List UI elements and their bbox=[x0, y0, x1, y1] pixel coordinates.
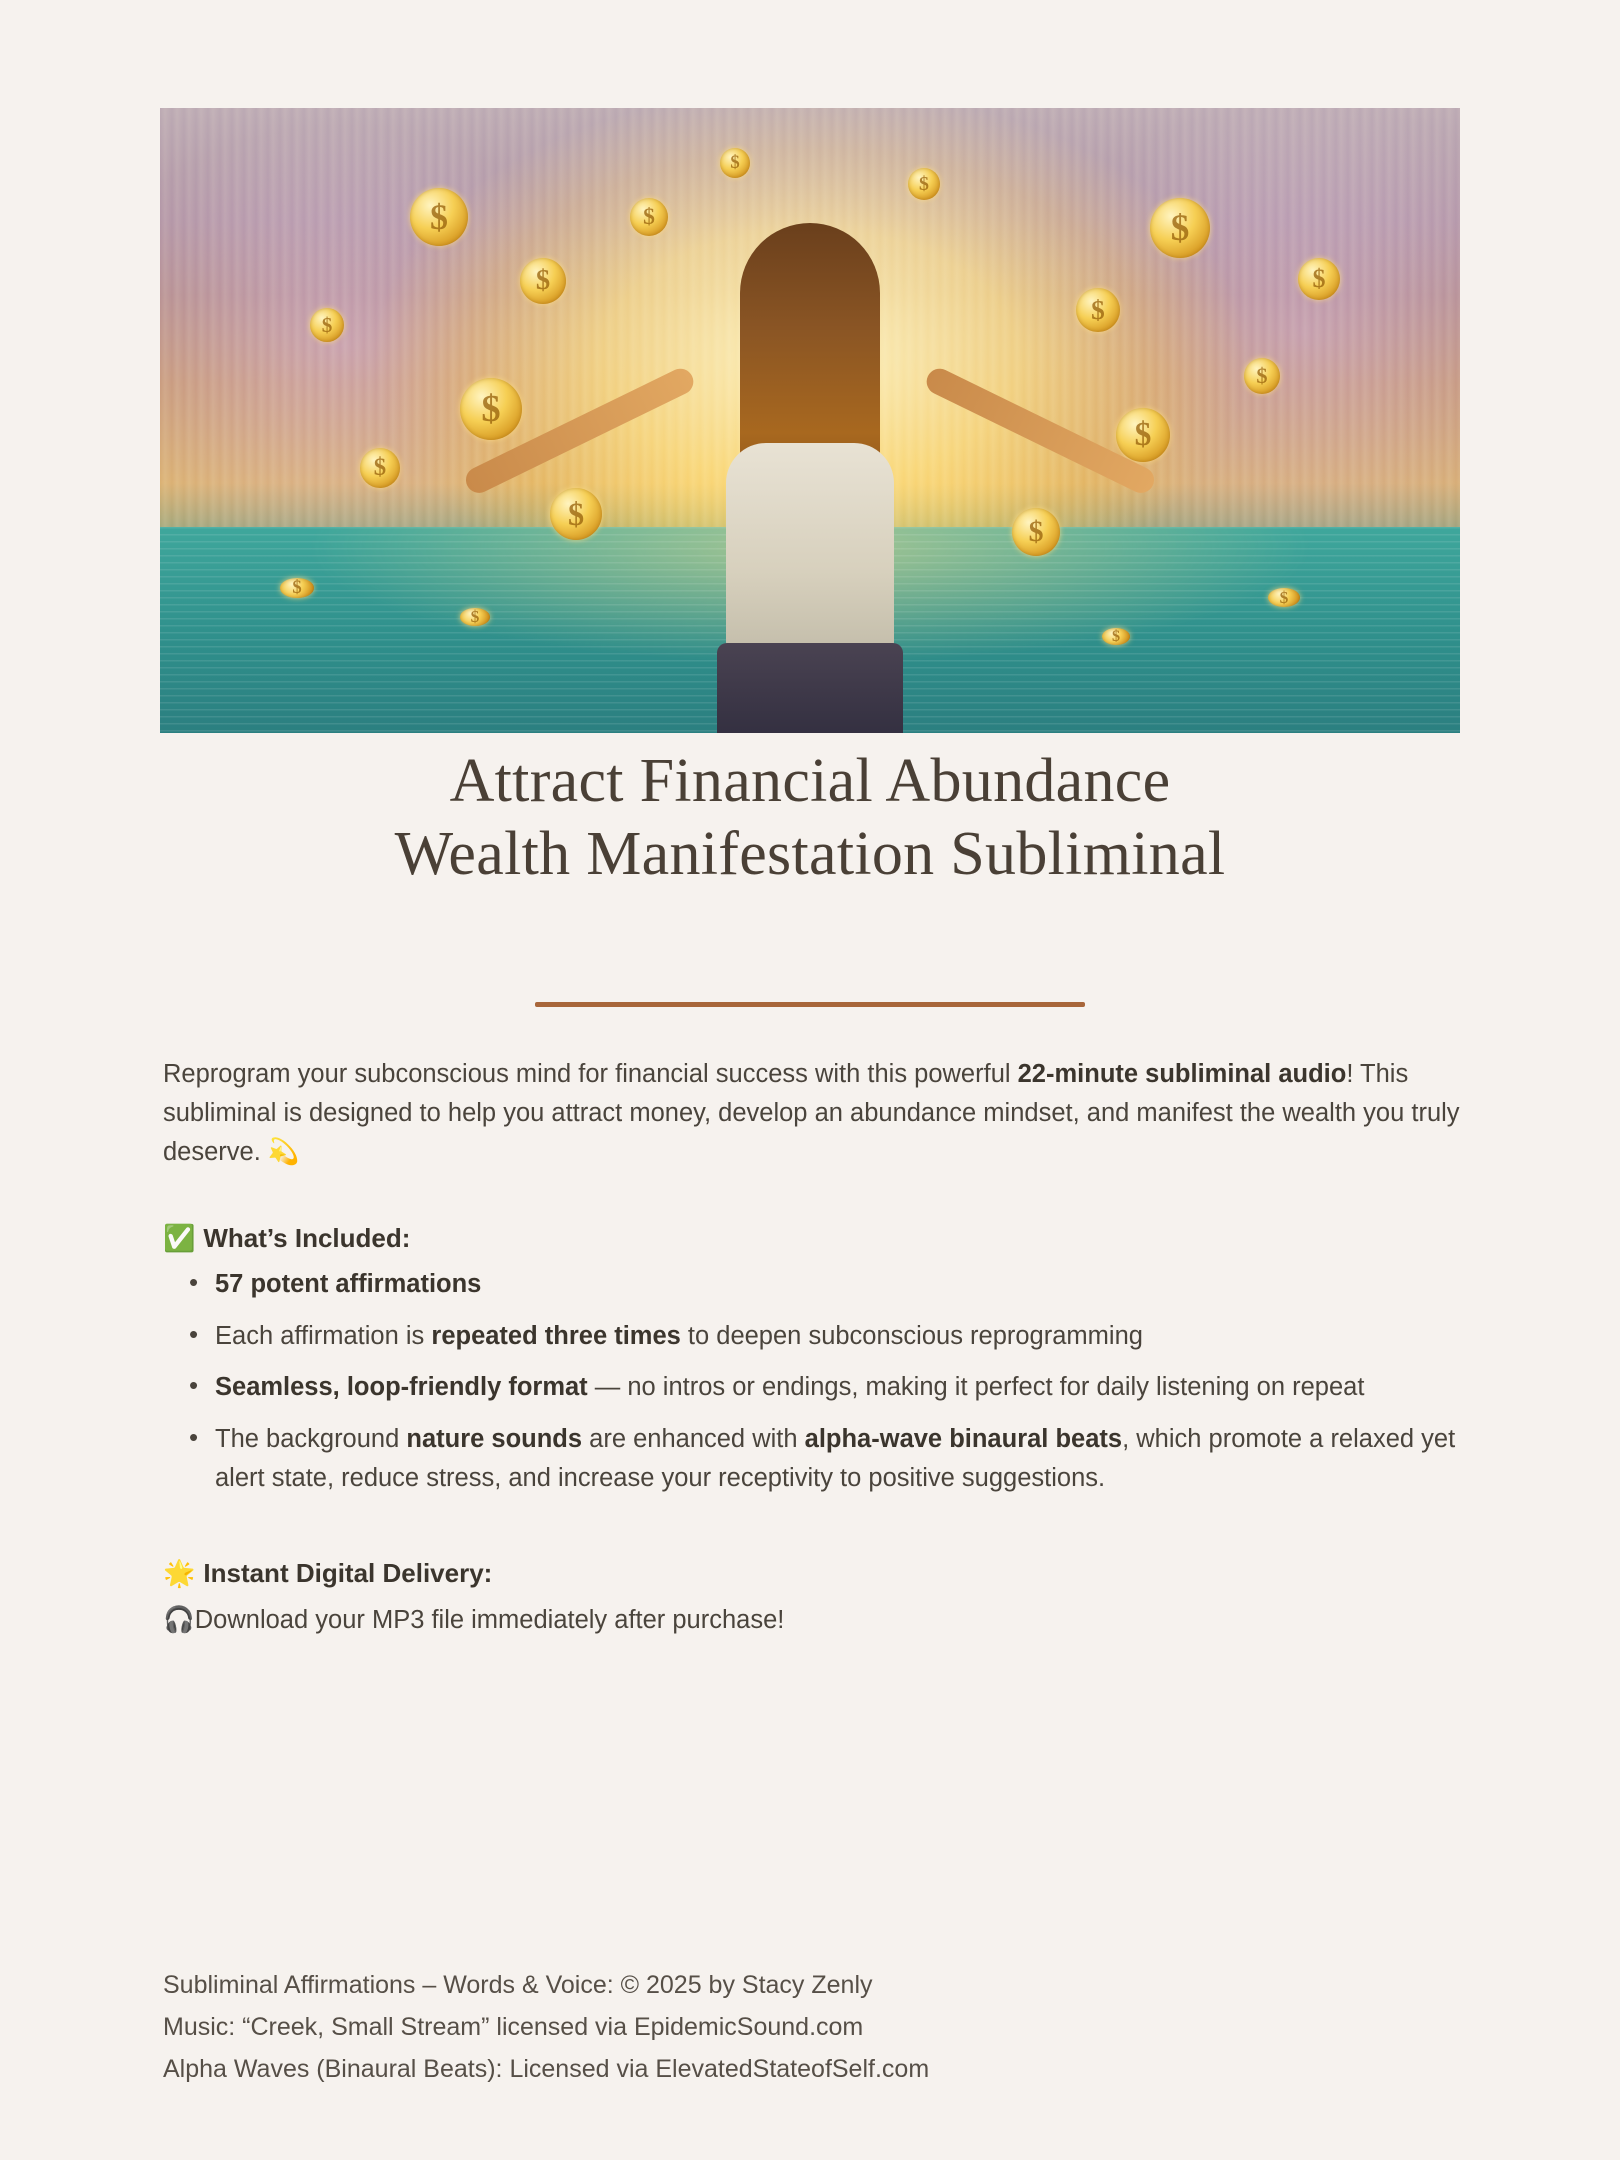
coin-icon bbox=[310, 308, 344, 342]
coin-icon bbox=[520, 258, 566, 304]
delivery-heading-label: Instant Digital Delivery: bbox=[203, 1557, 493, 1588]
item-1-bold: 57 potent affirmations bbox=[215, 1269, 482, 1298]
coin-icon bbox=[1116, 408, 1170, 462]
delivery-heading bbox=[163, 1554, 1463, 1594]
coin-icon bbox=[1244, 358, 1280, 394]
item-4-mid: are enhanced with bbox=[582, 1425, 805, 1454]
credit-line-2: Music: “Creek, Small Stream” licensed via EpidemicSound.com bbox=[163, 2012, 864, 2041]
credits-block bbox=[163, 1965, 1463, 2090]
item-2-pre: Each affirmation is bbox=[215, 1321, 432, 1350]
coin-icon bbox=[1102, 628, 1130, 645]
item-2-bold: repeated three times bbox=[431, 1321, 681, 1350]
item-4-bold-2: alpha-wave binaural beats bbox=[804, 1425, 1123, 1454]
list-item bbox=[215, 1420, 1463, 1498]
list-item bbox=[215, 1265, 1463, 1304]
coin-icon bbox=[1012, 508, 1060, 556]
item-2-post: to deepen subconscious reprogramming bbox=[680, 1321, 1143, 1350]
check-mark-icon: ✅ bbox=[163, 1223, 196, 1254]
coin-icon bbox=[460, 608, 490, 626]
title-line-1: Attract Financial Abundance bbox=[449, 747, 1171, 815]
item-3-bold: Seamless, loop-friendly format bbox=[215, 1373, 588, 1402]
coin-icon bbox=[550, 488, 602, 540]
included-heading bbox=[163, 1219, 1463, 1259]
delivery-detail-label: Download your MP3 file immediately after purchase! bbox=[194, 1606, 785, 1635]
description-body bbox=[163, 1055, 1463, 1640]
credit-line-3: Alpha Waves (Binaural Beats): Licensed via ElevatedStateofSelf.com bbox=[163, 2054, 930, 2083]
figure-silhouette bbox=[660, 213, 960, 733]
coin-icon bbox=[720, 148, 750, 178]
coin-icon bbox=[460, 378, 522, 440]
hero-image bbox=[160, 108, 1460, 733]
delivery-detail bbox=[163, 1601, 1463, 1640]
coin-icon bbox=[410, 188, 468, 246]
intro-part-2: ! This subliminal is designed to help you attract money, develop an abundance mindset, and manifest the wealth you truly deserve. bbox=[163, 1060, 1460, 1166]
figure-tank-top bbox=[726, 443, 894, 658]
delivery-section bbox=[163, 1554, 1463, 1640]
coin-icon bbox=[1298, 258, 1340, 300]
figure-jeans bbox=[717, 643, 903, 733]
intro-part-1: Reprogram your subconscious mind for financial success with this powerful bbox=[163, 1060, 1018, 1088]
included-heading-label: What’s Included: bbox=[203, 1223, 411, 1254]
coin-icon bbox=[1268, 588, 1300, 607]
coin-icon bbox=[908, 168, 940, 200]
list-item bbox=[215, 1368, 1463, 1407]
credit-line-1: Subliminal Affirmations – Words & Voice: © 2025 by Stacy Zenly bbox=[163, 1971, 873, 1999]
page-title bbox=[160, 745, 1460, 890]
coin-icon bbox=[360, 448, 400, 488]
list-item bbox=[215, 1317, 1463, 1356]
coin-icon bbox=[1150, 198, 1210, 258]
coin-icon bbox=[1076, 288, 1120, 332]
headphones-icon: 🎧 bbox=[163, 1606, 195, 1635]
sparkle-emoji: 💫 bbox=[267, 1137, 300, 1166]
coin-icon bbox=[280, 578, 314, 598]
item-4-bold-1: nature sounds bbox=[406, 1425, 583, 1454]
included-section bbox=[163, 1219, 1463, 1497]
intro-paragraph bbox=[163, 1055, 1463, 1171]
item-4-pre: The background bbox=[215, 1425, 407, 1454]
included-list bbox=[163, 1265, 1463, 1498]
item-4-post: , which promote a relaxed yet alert state, reduce stress, and increase your receptivity to positive suggestions. bbox=[215, 1425, 1456, 1492]
item-3-post: — no intros or endings, making it perfect for daily listening on repeat bbox=[587, 1373, 1365, 1402]
intro-bold-duration: 22-minute subliminal audio bbox=[1017, 1060, 1347, 1088]
title-line-2: Wealth Manifestation Subliminal bbox=[394, 819, 1226, 888]
title-divider bbox=[535, 1002, 1085, 1007]
star-icon: 🌟 bbox=[163, 1557, 196, 1588]
